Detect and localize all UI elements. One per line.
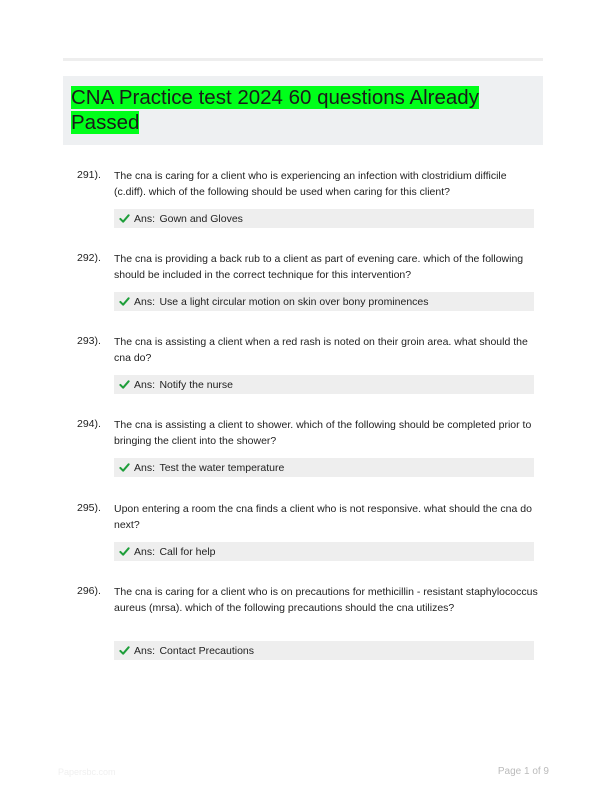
question-text: Upon entering a room the cna finds a client who is not responsive. what should the cna do next?: [114, 503, 532, 531]
footer-watermark: Papersbc.com: [58, 767, 116, 777]
answer-text: Notify the nurse: [159, 378, 234, 391]
answer-box: [114, 209, 534, 228]
question-number: 292).: [77, 252, 101, 264]
answer-box: [114, 641, 534, 660]
top-divider: [63, 58, 543, 61]
answer-text: Use a light circular motion on skin over bony prominences: [159, 295, 429, 308]
check-icon: [119, 213, 130, 224]
answer-prefix: Ans:: [134, 295, 156, 308]
question-number: 291).: [77, 169, 101, 181]
question-number: 296).: [77, 585, 101, 597]
answer-prefix: Ans:: [134, 461, 156, 474]
answer-prefix: Ans:: [134, 212, 156, 225]
answer-prefix: Ans:: [134, 644, 156, 657]
question-text: The cna is assisting a client when a red rash is noted on their groin area. what should the cna do?: [114, 336, 528, 364]
check-icon: [119, 379, 130, 390]
question-text: The cna is providing a back rub to a client as part of evening care. which of the following should be included in the correct technique for this intervention?: [114, 253, 524, 281]
check-icon: [119, 546, 130, 557]
document-title-text: CNA Practice test 2024 60 questions Already Passed: [71, 86, 479, 134]
answer-box: [114, 542, 534, 561]
check-icon: [119, 462, 130, 473]
document-title: [71, 85, 535, 135]
check-icon: [119, 645, 130, 656]
title-banner: [63, 76, 543, 145]
question-number: 295).: [77, 502, 101, 514]
answer-box: [114, 458, 534, 477]
answer-prefix: Ans:: [134, 378, 156, 391]
answer-text: Contact Precautions: [159, 644, 255, 657]
question-text: The cna is caring for a client who is experiencing an infection with clostridium difficile (c.diff). which of the following should be used when caring for this client?: [114, 170, 507, 198]
answer-text: Test the water temperature: [159, 461, 285, 474]
question-text: The cna is assisting a client to shower. which of the following should be completed prior to bringing the client into the shower?: [114, 419, 532, 447]
answer-box: [114, 292, 534, 311]
answer-text: Call for help: [159, 545, 216, 558]
answer-text: Gown and Gloves: [159, 212, 243, 225]
answer-box: [114, 375, 534, 394]
question-text: The cna is caring for a client who is on precautions for methicillin - resistant staphylococcus aureus (mrsa). which of the following precautions should the cna utilizes?: [114, 586, 538, 614]
question-number: 293).: [77, 335, 101, 347]
page-indicator: Page 1 of 9: [497, 766, 549, 777]
answer-prefix: Ans:: [134, 545, 156, 558]
question-number: 294).: [77, 418, 101, 430]
check-icon: [119, 296, 130, 307]
